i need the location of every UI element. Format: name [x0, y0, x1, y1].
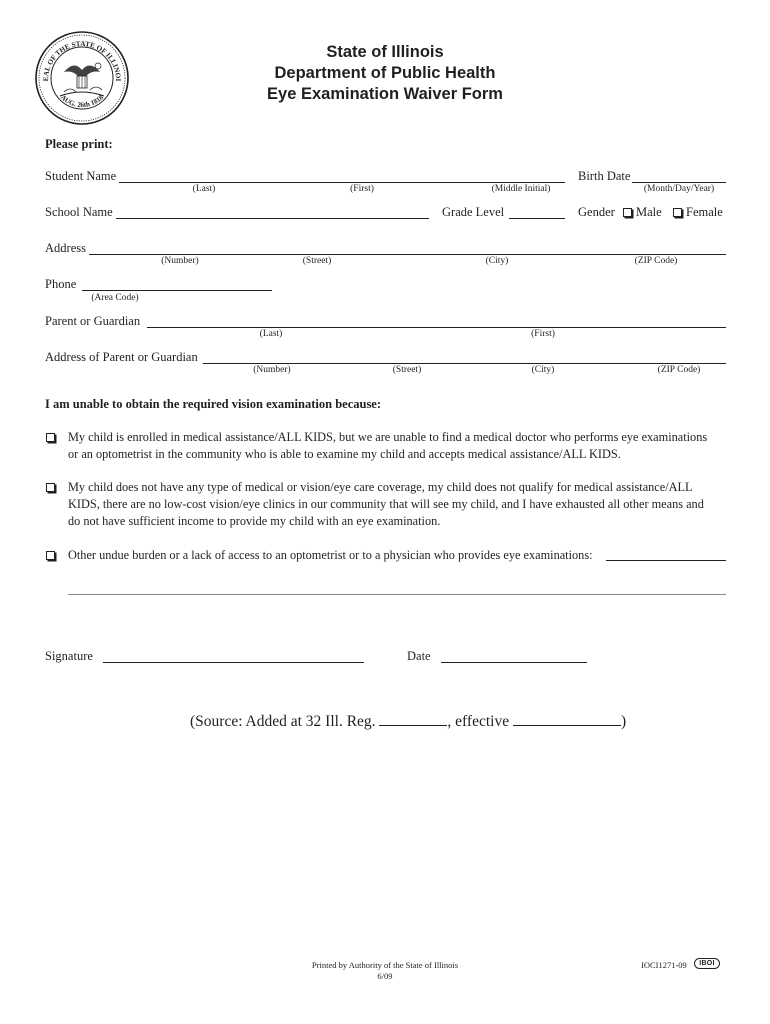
reason-other-field-continued[interactable] — [68, 594, 726, 595]
source-note — [190, 713, 626, 731]
reason-other-field[interactable] — [606, 560, 726, 561]
footer-printed-by — [312, 960, 458, 982]
parent-address-field[interactable] — [203, 363, 726, 364]
parent-address-label: Address of Parent or Guardian — [45, 350, 198, 364]
union-bug-logo — [694, 958, 720, 969]
reason-medical-assistance-text — [68, 429, 738, 463]
title-form-name: Eye Examination Waiver Form — [267, 85, 503, 103]
union-bug-text: IBOI — [699, 960, 715, 967]
reasons-heading: I am unable to obtain the required vision examination because: — [45, 397, 382, 411]
phone-label: Phone — [45, 277, 77, 291]
reason-medical-assistance-checkbox[interactable] — [46, 433, 55, 442]
please-print-label: Please print: — [45, 137, 113, 151]
reason-1-line-1: My child is enrolled in medical assistance/ALL KIDS, but we are unable to find a medical doctor who performs eye examinations — [68, 430, 708, 444]
footer-form-code: IOCI1271-09 — [641, 960, 687, 970]
grade-level-label: Grade Level — [442, 205, 505, 219]
date-field[interactable] — [441, 662, 587, 663]
student-name-sub-last: (Last) — [192, 184, 216, 194]
parent-address-sub-street: (Street) — [392, 365, 422, 375]
student-name-sub-first: (First) — [350, 184, 374, 194]
grade-level-field[interactable] — [509, 218, 565, 219]
birth-date-label: Birth Date — [578, 169, 631, 183]
parent-guardian-field[interactable] — [147, 327, 726, 328]
source-effective-field[interactable] — [513, 713, 621, 726]
source-middle: , effective — [447, 713, 513, 730]
birth-date-sub: (Month/Day/Year) — [643, 184, 715, 194]
footer-date: 6/09 — [377, 971, 393, 981]
signature-field[interactable] — [103, 662, 364, 663]
reason-2-line-1: My child does not have any type of medical or vision/eye care coverage, my child does not qualify for medical assistance/ALL — [68, 480, 693, 494]
gender-female-label: Female — [686, 205, 723, 219]
gender-label: Gender — [578, 205, 615, 219]
reason-2-line-3: do not have sufficient income to provide my child with an eye examination. — [68, 514, 441, 528]
parent-address-sub-zip: (ZIP Code) — [657, 365, 701, 375]
title-state: State of Illinois — [326, 43, 444, 61]
address-sub-number: (Number) — [161, 256, 199, 266]
phone-sub-area-code: (Area Code) — [91, 293, 139, 303]
address-sub-zip: (ZIP Code) — [634, 256, 678, 266]
reason-no-coverage-checkbox[interactable] — [46, 483, 55, 492]
gender-male-label: Male — [636, 205, 662, 219]
address-sub-city: (City) — [485, 256, 509, 266]
gender-male-checkbox[interactable] — [623, 208, 632, 217]
birth-date-field[interactable] — [632, 182, 726, 183]
footer-authority: Printed by Authority of the State of Illinois — [311, 960, 459, 970]
student-name-sub-middle: (Middle Initial) — [491, 184, 551, 194]
reason-other-checkbox[interactable] — [46, 551, 55, 560]
state-seal — [34, 30, 130, 126]
gender-female-checkbox[interactable] — [673, 208, 682, 217]
source-prefix: (Source: Added at 32 Ill. Reg. — [190, 713, 380, 730]
school-name-label: School Name — [45, 205, 113, 219]
parent-guardian-label: Parent or Guardian — [45, 314, 141, 328]
address-sub-street: (Street) — [302, 256, 332, 266]
date-label: Date — [407, 649, 431, 663]
reason-1-line-2: or an optometrist in the community who is able to examine my child and accepts medical assistance/ALL KIDS. — [68, 447, 621, 461]
source-suffix: ) — [620, 713, 627, 730]
svg-text:SEAL OF THE STATE OF ILLINOIS: EAL OF THE STATE OF ILLINOI — [41, 39, 123, 82]
reason-2-line-2: KIDS, there are no low-cost vision/eye clinics in our community that will see my child, and I have exhausted all other means and — [68, 497, 704, 511]
title-department: Department of Public Health — [274, 64, 496, 82]
parent-sub-first: (First) — [531, 329, 555, 339]
student-name-field[interactable] — [119, 182, 565, 183]
source-reg-field[interactable] — [379, 713, 447, 726]
parent-address-sub-number: (Number) — [253, 365, 291, 375]
reason-no-coverage-text — [68, 479, 738, 530]
school-name-field[interactable] — [116, 218, 429, 219]
address-label: Address — [45, 241, 86, 255]
parent-sub-last: (Last) — [259, 329, 283, 339]
parent-address-sub-city: (City) — [531, 365, 555, 375]
reason-other-text: Other undue burden or a lack of access to an optometrist or to a physician who provides eye examinations: — [68, 548, 593, 562]
svg-text:AUG. 26th 1818: AUG. 26th 1818 — [59, 93, 105, 110]
student-name-label: Student Name — [45, 169, 117, 183]
signature-label: Signature — [45, 649, 93, 663]
document-title — [200, 42, 570, 105]
address-field[interactable] — [89, 254, 726, 255]
phone-field[interactable] — [82, 290, 272, 291]
